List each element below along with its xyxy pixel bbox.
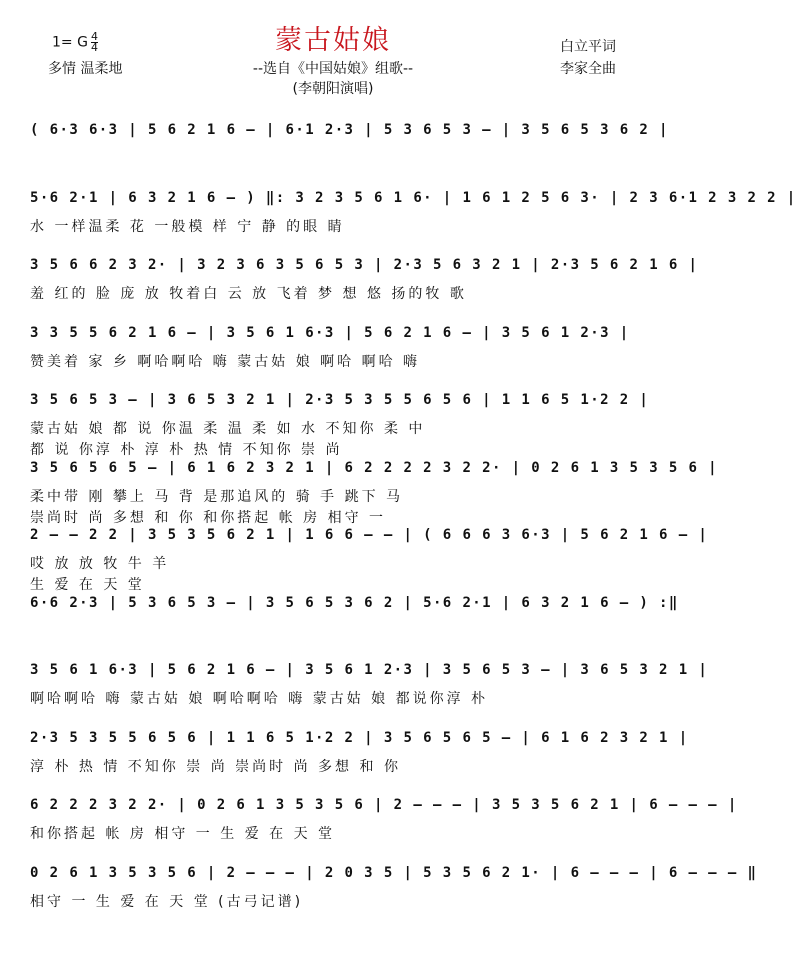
notation-line: 0 2 6 1 3 5 3 5 6 | 2 – – – | 2 0 3 5 | 5 3 5 6 2 1· | 6 – – – | 6 – – – ‖: [30, 864, 758, 881]
lyric-line: 啊哈啊哈 嗨 蒙古姑 娘 啊哈啊哈 嗨 蒙古姑 娘 都说你淳 朴: [30, 691, 489, 707]
lyric-line: 淳 朴 热 情 不知你 崇 尚 崇尚时 尚 多想 和 你: [30, 758, 401, 775]
lyric-line: 相守 一 生 爱 在 天 堂 (古弓记谱): [30, 893, 304, 910]
source-note: --选自《中国姑娘》组歌--: [252, 61, 414, 77]
notation-line: 6 2 2 2 3 2 2· | 0 2 6 1 3 5 3 5 6 | 2 – – – | 3 5 3 5 6 2 1 | 6 – – – |: [30, 797, 738, 813]
lyric-line: 都 说 你淳 朴 淳 朴 热 情 不知你 崇 尚: [30, 442, 343, 458]
notation-line: 6·6 2·3 | 5 3 6 5 3 – | 3 5 6 5 3 6 2 | 5·6 2·1 | 6 3 2 1 6 – ) :‖: [30, 594, 679, 611]
lyric-line: 水 一样温柔 花 一般模 样 宁 静 的眼 睛: [30, 218, 345, 235]
singer-note: (李朝阳演唱): [292, 81, 374, 97]
lyric-line: 柔中带 刚 攀上 马 背 是那追风的 骑 手 跳下 马: [30, 488, 404, 505]
notation-line: ( 6·3 6·3 | 5 6 2 1 6 – | 6·1 2·3 | 5 3 6 5 3 – | 3 5 6 5 3 6 2 |: [30, 122, 669, 138]
notation-line: 2 – – 2 2 | 3 5 3 5 6 2 1 | 1 6 6 – – | ( 6 6 6 3 6·3 | 5 6 2 1 6 – |: [30, 527, 709, 543]
notation-line: 3 3 5 5 6 2 1 6 – | 3 5 6 1 6·3 | 5 6 2 1 6 – | 3 5 6 1 2·3 |: [30, 324, 630, 341]
lyric-line: 崇尚时 尚 多想 和 你 和你搭起 帐 房 相守 一: [30, 509, 387, 526]
lyric-line: 羞 红的 脸 庞 放 牧着白 云 放 飞着 梦 想 悠 扬的牧 歌: [30, 286, 467, 302]
notation-line: 3 5 6 6 2 3 2· | 3 2 3 6 3 5 6 5 3 | 2·3 5 6 3 2 1 | 2·3 5 6 2 1 6 |: [30, 257, 699, 273]
notation-line: 2·3 5 3 5 5 6 5 6 | 1 1 6 5 1·2 2 | 3 5 6 5 6 5 – | 6 1 6 2 3 2 1 |: [30, 729, 689, 746]
time-signature: $\frac{4}{4}$: [90, 30, 98, 54]
notation-line: 3 5 6 5 6 5 – | 6 1 6 2 3 2 1 | 6 2 2 2 2 3 2 2· | 0 2 6 1 3 5 3 5 6 |: [30, 459, 719, 476]
notation-line: 5·6 2·1 | 6 3 2 1 6 – ) ‖: 3 2 3 5 6 1 6· | 1 6 1 2 5 6 3· | 2 3 6·1 2 3 2 2 |: [30, 189, 797, 206]
key-signature: [52, 32, 98, 53]
key-label: 1= G: [52, 34, 88, 51]
lyric-line: 蒙古姑 娘 都 说 你温 柔 温 柔 如 水 不知你 柔 中: [30, 421, 426, 437]
notation-line: 3 5 6 1 6·3 | 5 6 2 1 6 – | 3 5 6 1 2·3 | 3 5 6 5 3 – | 3 6 5 3 2 1 |: [30, 662, 709, 678]
mood-marking: 多情 温柔地: [48, 61, 123, 77]
lyric-line: 和你搭起 帐 房 相守 一 生 爱 在 天 堂: [30, 826, 336, 842]
lyric-line: 生 爱 在 天 堂: [30, 577, 145, 593]
composer-credit: 李家全曲: [560, 61, 616, 77]
lyric-line: 赞美着 家 乡 啊哈啊哈 嗨 蒙古姑 娘 啊哈 啊哈 嗨: [30, 353, 421, 370]
lyric-line: 哎 放 放 牧 牛 羊: [30, 556, 170, 572]
lyricist-credit: 白立平词: [560, 39, 616, 55]
song-title: 蒙古姑娘: [275, 25, 391, 56]
notation-line: 3 5 6 5 3 – | 3 6 5 3 2 1 | 2·3 5 3 5 5 6 5 6 | 1 1 6 5 1·2 2 |: [30, 392, 650, 408]
